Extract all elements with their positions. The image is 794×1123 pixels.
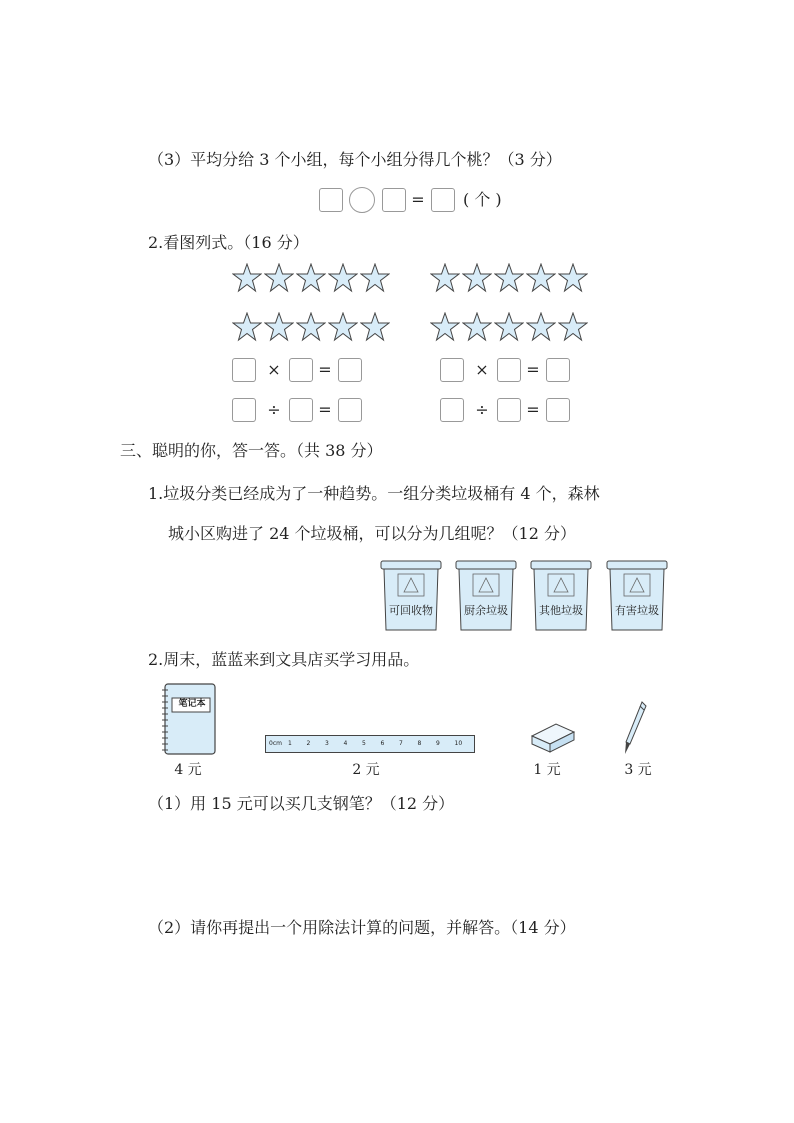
star-icon <box>494 263 524 293</box>
answer-box[interactable] <box>497 398 521 422</box>
ruler-tick-label: 6 <box>380 740 385 747</box>
star-icon <box>296 312 326 342</box>
star-icon <box>526 312 556 342</box>
equals-sign: = <box>411 190 425 209</box>
notebook-label: 笔记本 <box>178 699 206 709</box>
answer-box[interactable] <box>338 358 362 382</box>
star-icon <box>232 263 262 293</box>
answer-box[interactable] <box>440 398 464 422</box>
answer-box[interactable] <box>289 358 313 382</box>
star-icon <box>430 312 460 342</box>
sub-question-2: （2）请你再提出一个用除法计算的问题，并解答。（14 分） <box>148 918 576 937</box>
star-icon <box>264 263 294 293</box>
answer-box[interactable] <box>497 358 521 382</box>
question-2-title: 2.看图列式。（16 分） <box>148 233 309 252</box>
unit-label: ( 个 ) <box>463 190 502 209</box>
times-sign: × <box>475 360 489 379</box>
ruler-tick-label: 8 <box>417 740 422 747</box>
equals-sign: = <box>526 400 540 419</box>
star-icon <box>360 263 390 293</box>
ruler-tick-label: 1 <box>288 740 292 747</box>
equals-sign: = <box>318 400 332 419</box>
answer-box[interactable] <box>289 398 313 422</box>
equals-sign: = <box>526 360 540 379</box>
price-label: 4 元 <box>174 762 202 778</box>
price-label: 1 元 <box>533 762 561 778</box>
answer-box[interactable] <box>431 188 455 212</box>
star-icon <box>328 312 358 342</box>
trash-bin-label: 可回收物 <box>389 604 433 617</box>
trash-bin-icon <box>530 560 592 632</box>
ruler-tick-label: 3 <box>325 740 329 747</box>
ruler-tick-label: 9 <box>436 740 440 747</box>
answer-box[interactable] <box>382 188 406 212</box>
answer-box[interactable] <box>232 358 256 382</box>
operator-circle[interactable] <box>349 187 375 213</box>
times-sign: × <box>267 360 281 379</box>
ruler-tick-label: 2 <box>306 740 311 747</box>
star-icon <box>558 263 588 293</box>
trash-bin <box>380 560 442 630</box>
price-label: 3 元 <box>624 762 652 778</box>
answer-box[interactable] <box>546 398 570 422</box>
ruler-unit: 0cm <box>269 740 282 747</box>
star-icon <box>430 263 460 293</box>
section3-q1-line2: 城小区购进了 24 个垃圾桶，可以分为几组呢？（12 分） <box>168 524 576 543</box>
trash-bin-icon <box>606 560 668 632</box>
trash-bin-label: 厨余垃圾 <box>464 604 508 617</box>
sub-question-1: （1）用 15 元可以买几支钢笔？（12 分） <box>148 794 455 813</box>
ruler-tick-label: 4 <box>343 740 348 747</box>
trash-bin-icon <box>380 560 442 632</box>
star-icon <box>296 263 326 293</box>
price-label: 2 元 <box>352 762 380 778</box>
trash-bin-label: 有害垃圾 <box>615 604 659 617</box>
answer-box[interactable] <box>232 398 256 422</box>
answer-box[interactable] <box>319 188 343 212</box>
trash-bin-icon <box>455 560 517 632</box>
star-icon <box>328 263 358 293</box>
star-icon <box>558 312 588 342</box>
section3-q2-title: 2.周末，蓝蓝来到文具店买学习用品。 <box>148 650 420 669</box>
ruler-tick-label: 5 <box>362 740 366 747</box>
star-icon <box>264 312 294 342</box>
star-icon <box>462 263 492 293</box>
ruler <box>265 735 475 753</box>
divide-sign: ÷ <box>267 400 281 419</box>
eraser-icon <box>528 718 578 756</box>
trash-bin-label: 其他垃圾 <box>539 604 583 617</box>
ruler-tick-label: 10 <box>454 740 463 747</box>
star-icon <box>360 312 390 342</box>
divide-sign: ÷ <box>475 400 489 419</box>
star-icon <box>494 312 524 342</box>
equals-sign: = <box>318 360 332 379</box>
ruler-tick-label: 7 <box>399 740 403 747</box>
notebook-icon <box>160 682 220 758</box>
section-3-title: 三、聪明的你，答一答。（共 38 分） <box>120 441 383 460</box>
trash-bin <box>606 560 668 630</box>
pen-icon <box>618 698 650 758</box>
trash-bin <box>455 560 517 630</box>
trash-bin <box>530 560 592 630</box>
answer-box[interactable] <box>440 358 464 382</box>
section3-q1-line1: 1.垃圾分类已经成为了一种趋势。一组分类垃圾桶有 4 个，森林 <box>148 484 600 503</box>
star-icon <box>462 312 492 342</box>
answer-box[interactable] <box>338 398 362 422</box>
star-icon <box>526 263 556 293</box>
star-icon <box>232 312 262 342</box>
answer-box[interactable] <box>546 358 570 382</box>
question-3-text: （3）平均分给 3 个小组，每个小组分得几个桃？（3 分） <box>148 150 562 169</box>
